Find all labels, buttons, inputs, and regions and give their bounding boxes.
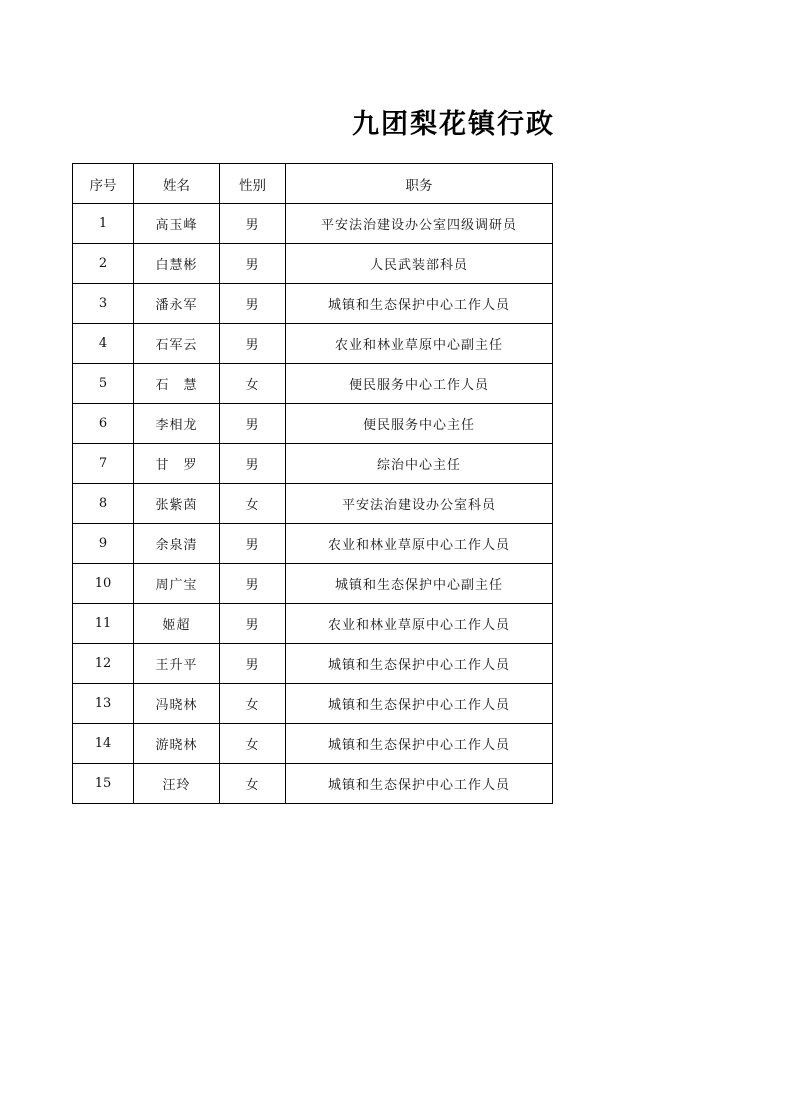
cell-serial-number: 14 [73, 724, 134, 764]
cell-position: 农业和林业草原中心副主任 [286, 324, 553, 364]
header-serial-number: 序号 [73, 164, 134, 204]
cell-gender: 男 [220, 404, 286, 444]
cell-gender: 女 [220, 484, 286, 524]
cell-name: 高玉峰 [134, 204, 220, 244]
cell-position: 城镇和生态保护中心工作人员 [286, 764, 553, 804]
cell-name: 石 慧 [134, 364, 220, 404]
cell-serial-number: 15 [73, 764, 134, 804]
table-row [73, 284, 553, 324]
table-row [73, 764, 553, 804]
cell-gender: 女 [220, 684, 286, 724]
table-header-row [73, 164, 553, 204]
cell-gender: 男 [220, 524, 286, 564]
table-row [73, 364, 553, 404]
cell-position: 便民服务中心工作人员 [286, 364, 553, 404]
header-gender: 性别 [220, 164, 286, 204]
table-row [73, 204, 553, 244]
cell-position: 城镇和生态保护中心副主任 [286, 564, 553, 604]
cell-position: 城镇和生态保护中心工作人员 [286, 724, 553, 764]
cell-gender: 女 [220, 764, 286, 804]
table-row [73, 684, 553, 724]
cell-gender: 男 [220, 644, 286, 684]
cell-name: 余泉清 [134, 524, 220, 564]
cell-serial-number: 10 [73, 564, 134, 604]
cell-serial-number: 12 [73, 644, 134, 684]
cell-position: 便民服务中心主任 [286, 404, 553, 444]
table-row [73, 244, 553, 284]
cell-name: 张紫茵 [134, 484, 220, 524]
cell-position: 人民武装部科员 [286, 244, 553, 284]
cell-name: 王升平 [134, 644, 220, 684]
table-row [73, 524, 553, 564]
cell-position: 平安法治建设办公室科员 [286, 484, 553, 524]
cell-gender: 男 [220, 604, 286, 644]
header-position: 职务 [286, 164, 553, 204]
cell-position: 城镇和生态保护中心工作人员 [286, 644, 553, 684]
cell-serial-number: 11 [73, 604, 134, 644]
table-row [73, 604, 553, 644]
table-row [73, 724, 553, 764]
table-row [73, 644, 553, 684]
staff-table [72, 163, 553, 804]
cell-gender: 男 [220, 284, 286, 324]
cell-serial-number: 8 [73, 484, 134, 524]
cell-serial-number: 7 [73, 444, 134, 484]
cell-gender: 女 [220, 364, 286, 404]
table-row [73, 564, 553, 604]
cell-position: 农业和林业草原中心工作人员 [286, 604, 553, 644]
cell-name: 冯晓林 [134, 684, 220, 724]
cell-serial-number: 2 [73, 244, 134, 284]
table-row [73, 404, 553, 444]
cell-gender: 男 [220, 244, 286, 284]
cell-name: 白慧彬 [134, 244, 220, 284]
cell-position: 农业和林业草原中心工作人员 [286, 524, 553, 564]
cell-serial-number: 6 [73, 404, 134, 444]
table-row [73, 324, 553, 364]
cell-serial-number: 1 [73, 204, 134, 244]
cell-gender: 男 [220, 444, 286, 484]
cell-position: 平安法治建设办公室四级调研员 [286, 204, 553, 244]
cell-position: 综治中心主任 [286, 444, 553, 484]
cell-gender: 男 [220, 204, 286, 244]
cell-serial-number: 3 [73, 284, 134, 324]
cell-gender: 男 [220, 324, 286, 364]
table-row [73, 444, 553, 484]
cell-serial-number: 5 [73, 364, 134, 404]
table-row [73, 484, 553, 524]
cell-name: 李相龙 [134, 404, 220, 444]
cell-name: 汪玲 [134, 764, 220, 804]
cell-name: 潘永军 [134, 284, 220, 324]
cell-name: 姬超 [134, 604, 220, 644]
header-name: 姓名 [134, 164, 220, 204]
cell-name: 石军云 [134, 324, 220, 364]
cell-gender: 男 [220, 564, 286, 604]
cell-gender: 女 [220, 724, 286, 764]
cell-serial-number: 9 [73, 524, 134, 564]
cell-serial-number: 13 [73, 684, 134, 724]
cell-position: 城镇和生态保护中心工作人员 [286, 284, 553, 324]
document-title: 九团梨花镇行政 [352, 109, 555, 140]
cell-name: 游晓林 [134, 724, 220, 764]
cell-name: 周广宝 [134, 564, 220, 604]
cell-serial-number: 4 [73, 324, 134, 364]
cell-name: 甘 罗 [134, 444, 220, 484]
cell-position: 城镇和生态保护中心工作人员 [286, 684, 553, 724]
